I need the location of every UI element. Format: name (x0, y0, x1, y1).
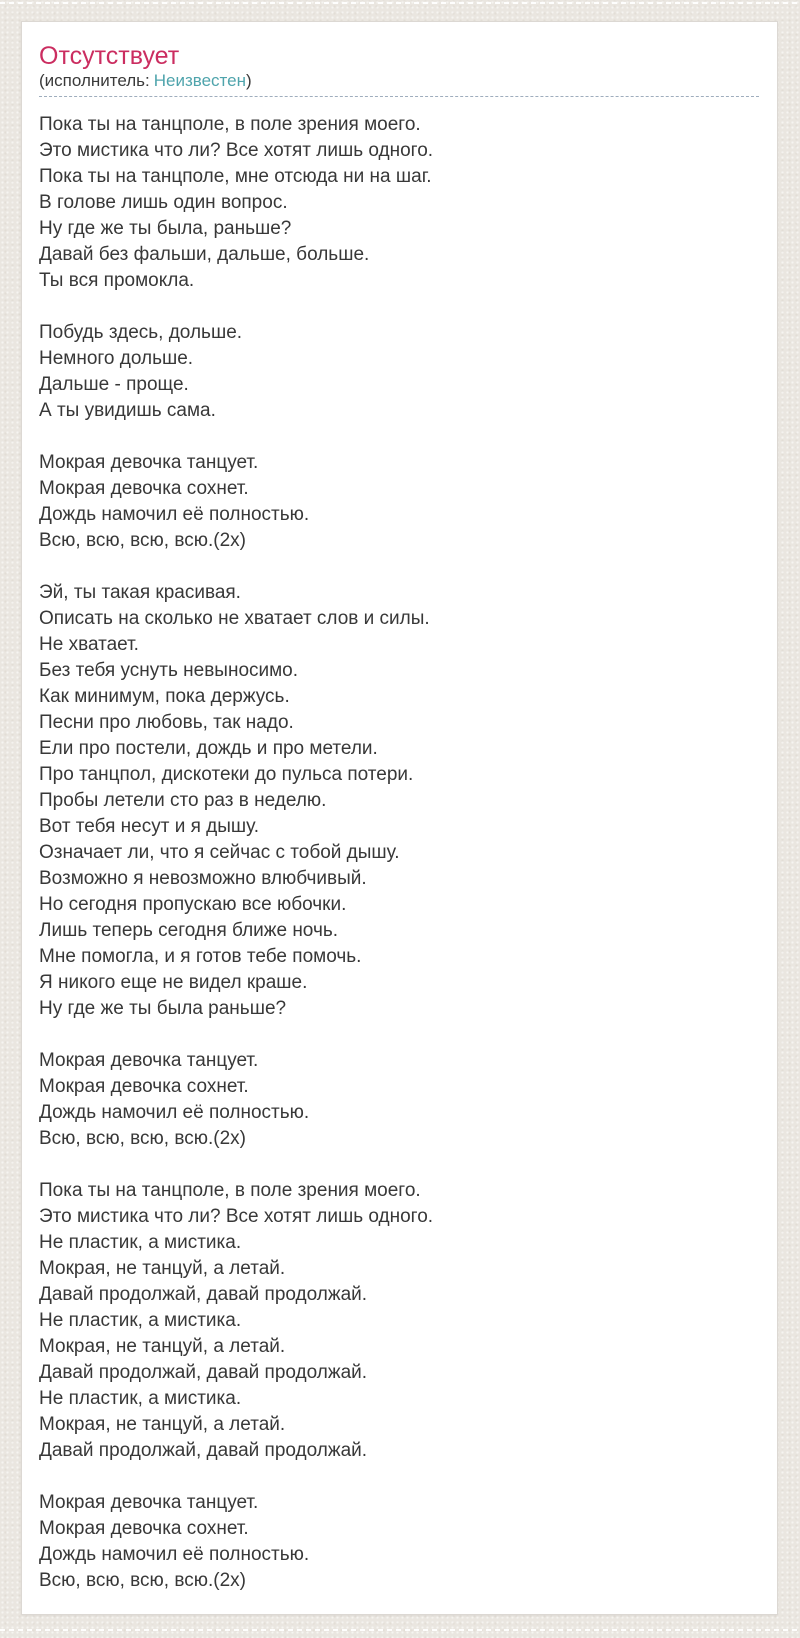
lyric-line: Давай без фальши, дальше, больше. (39, 244, 370, 265)
lyric-line: Не хватает. (39, 634, 139, 655)
lyric-line: Как минимум, пока держусь. (39, 686, 290, 707)
lyric-line: Ну где же ты была, раньше? (39, 218, 292, 239)
lyric-line: Мне помогла, и я готов тебе помочь. (39, 946, 362, 967)
stanza (39, 580, 759, 1022)
lyric-line: Мокрая девочка танцует. (39, 1492, 259, 1513)
lyric-line: Лишь теперь сегодня ближе ночь. (39, 920, 339, 941)
lyric-line: В голове лишь один вопрос. (39, 192, 288, 213)
lyric-line: Возможно я невозможно влюбчивый. (39, 868, 367, 889)
stanza (39, 1490, 759, 1594)
song-title: Отсутствует (39, 42, 180, 70)
lyric-line: Мокрая девочка сохнет. (39, 1076, 249, 1097)
lyric-line: А ты увидишь сама. (39, 400, 216, 421)
lyric-line: Всю, всю, всю, всю.(2х) (39, 1570, 246, 1591)
lyric-line: Дождь намочил её полностью. (39, 504, 310, 525)
lyric-line: Про танцпол, дискотеки до пульса потери. (39, 764, 414, 785)
lyric-line: Мокрая, не танцуй, а летай. (39, 1414, 286, 1435)
stanza (39, 450, 759, 554)
artist-line (39, 70, 759, 97)
lyric-line: Дождь намочил её полностью. (39, 1102, 310, 1123)
lyric-line: Пока ты на танцполе, в поле зрения моего. (39, 1180, 421, 1201)
artist-label-prefix: (исполнитель: (39, 71, 150, 90)
artist-label-suffix: ) (246, 71, 252, 90)
lyric-line: Означает ли, что я сейчас с тобой дышу. (39, 842, 400, 863)
lyric-line: Вот тебя несут и я дышу. (39, 816, 260, 837)
lyric-line: Это мистика что ли? Все хотят лишь одного. (39, 140, 434, 161)
lyric-line: Пока ты на танцполе, в поле зрения моего. (39, 114, 421, 135)
lyric-line: Это мистика что ли? Все хотят лишь одного. (39, 1206, 434, 1227)
lyric-line: Всю, всю, всю, всю.(2х) (39, 1128, 246, 1149)
lyric-line: Давай продолжай, давай продолжай. (39, 1362, 368, 1383)
lyric-line: Мокрая девочка сохнет. (39, 1518, 249, 1539)
lyric-line: Ну где же ты была раньше? (39, 998, 287, 1019)
lyric-line: Мокрая девочка танцует. (39, 452, 259, 473)
lyric-line: Не пластик, а мистика. (39, 1310, 242, 1331)
lyric-line: Мокрая, не танцуй, а летай. (39, 1336, 286, 1357)
lyric-line: Давай продолжай, давай продолжай. (39, 1440, 368, 1461)
lyric-line: Не пластик, а мистика. (39, 1388, 242, 1409)
stanza (39, 1048, 759, 1152)
texture-stitch-line-bottom (0, 1629, 800, 1631)
stanza (39, 112, 759, 294)
lyric-line: Немного дольше. (39, 348, 194, 369)
lyric-line: Мокрая девочка танцует. (39, 1050, 259, 1071)
lyric-line: Пробы летели сто раз в неделю. (39, 790, 327, 811)
lyrics-card (21, 21, 778, 1615)
lyric-line: Побудь здесь, дольше. (39, 322, 243, 343)
texture-stitch-line-top (0, 2, 800, 4)
lyric-line: Дальше - проще. (39, 374, 189, 395)
lyric-line: Но сегодня пропускаю все юбочки. (39, 894, 347, 915)
stanza (39, 1178, 759, 1464)
lyric-line: Я никого еще не видел краше. (39, 972, 308, 993)
lyric-line: Мокрая, не танцуй, а летай. (39, 1258, 286, 1279)
lyrics (39, 112, 759, 1594)
lyric-line: Пока ты на танцполе, мне отсюда ни на шаг. (39, 166, 432, 187)
lyric-line: Без тебя уснуть невыносимо. (39, 660, 299, 681)
lyric-line: Дождь намочил её полностью. (39, 1544, 310, 1565)
lyric-line: Не пластик, а мистика. (39, 1232, 242, 1253)
lyric-line: Мокрая девочка сохнет. (39, 478, 249, 499)
artist-link[interactable]: Неизвестен (153, 71, 246, 90)
lyric-line: Давай продолжай, давай продолжай. (39, 1284, 368, 1305)
lyric-line: Эй, ты такая красивая. (39, 582, 241, 603)
stanza (39, 320, 759, 424)
lyric-line: Всю, всю, всю, всю.(2х) (39, 530, 246, 551)
lyric-line: Ты вся промокла. (39, 270, 195, 291)
lyric-line: Описать на сколько не хватает слов и силы. (39, 608, 430, 629)
lyric-line: Ели про постели, дождь и про метели. (39, 738, 378, 759)
lyric-line: Песни про любовь, так надо. (39, 712, 294, 733)
